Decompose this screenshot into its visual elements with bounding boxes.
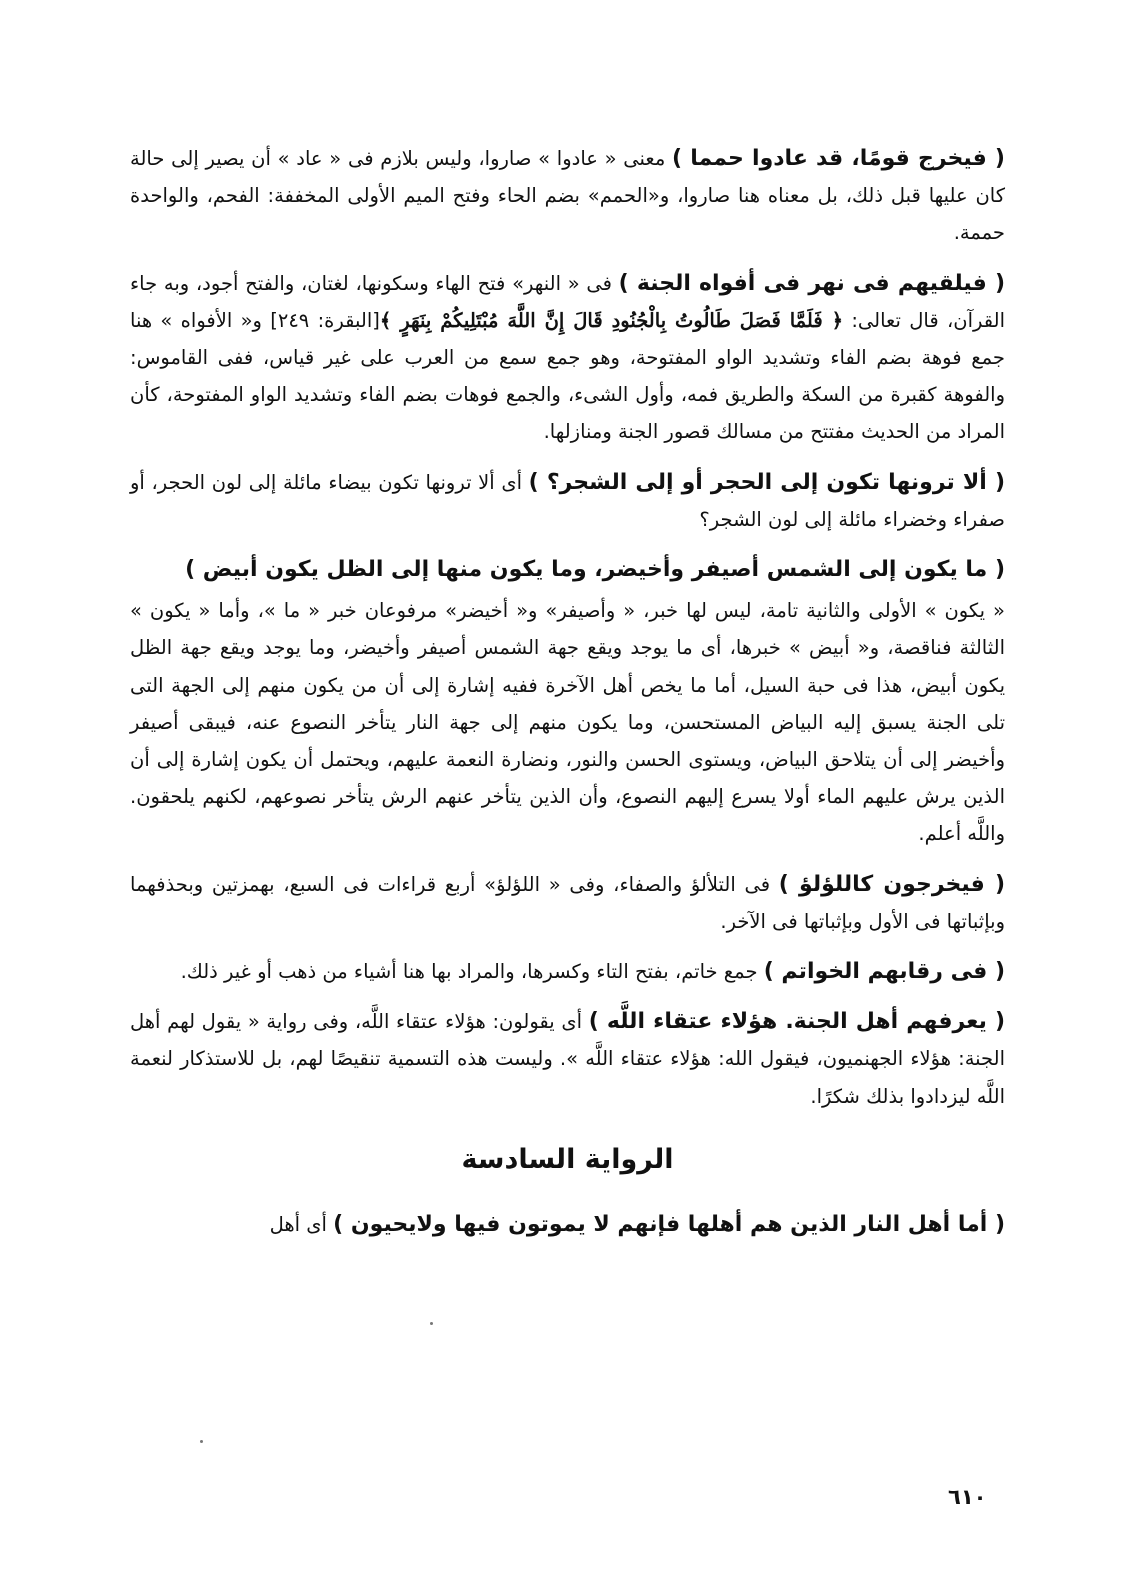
commentary-6: جمع خاتم، بفتح التاء وكسرها، والمراد بها هنا أشياء من ذهب أو غير ذلك. (180, 960, 764, 984)
page-number: ٦١٠ (948, 1485, 987, 1509)
scan-speck (200, 1440, 203, 1443)
paragraph-4 (130, 592, 1005, 852)
commentary-2a: فى « النهر» فتح الهاء وسكونها، لغتان، والفتح أجود، وبه جاء القرآن، قال تعالى: (130, 271, 1005, 332)
commentary-3: أى ألا ترونها تكون بيضاء مائلة إلى لون الحجر، أو صفراء وخضراء مائلة إلى لون الشجر؟ (130, 470, 1005, 531)
commentary-2b: [البقرة: ٢٤٩] و« الأفواه » هنا جمع فوهة بضم الفاء وتشديد الواو المفتوحة، وهو جمع سمع من العرب على غير قياس، ففى القاموس: والفوهة كقبرة من السكة والطريق فمه، وأول الشىء، والجمع فوهات بضم الفاء وتشديد الواو المفتوحة، كأن المراد من الحديث مفتتح من مسالك قصور الجنة ومنازلها. (130, 308, 1005, 444)
lemma-8: ( أما أهل النار الذين هم أهلها فإنهم لا يموتون فيها ولايحيون ) (333, 1212, 1005, 1238)
paragraph-3 (130, 464, 1005, 538)
paragraph-6 (130, 953, 1005, 990)
lemma-3: ( ألا ترونها تكون إلى الحجر أو إلى الشجر؟ ) (528, 469, 1005, 495)
commentary-5: فى التلألؤ والصفاء، وفى « اللؤلؤ» أربع قراءات فى السبع، بهمزتين وبحذفهما وبإثباتها فى الأول وبإثباتها فى الآخر. (130, 872, 1005, 933)
paragraph-5 (130, 866, 1005, 940)
lemma-2: ( فيلقيهم فى نهر فى أفواه الجنة ) (618, 270, 1005, 296)
commentary-7: أى يقولون: هؤلاء عتقاء اللَّه، وفى رواية « يقول لهم أهل الجنة: هؤلاء الجهنميون، فيقول الله: هؤلاء عتقاء اللَّه ». وليست هذه التسمية تنقيصًا لهم، بل للاستذكار لنعمة اللَّه ليزدادوا بذلك شكرًا. (130, 1010, 1005, 1108)
page-body (130, 140, 1005, 1256)
paragraph-7 (130, 1003, 1005, 1115)
commentary-1: معنى « عادوا » صاروا، وليس بلازم فى « عاد » أن يصير إلى حالة كان عليها قبل ذلك، بل معناه هنا صاروا، و«الحمم» بضم الحاء وفتح الميم الأولى المخففة: الفحم، والواحدة حممة. (130, 147, 1005, 245)
commentary-4: « يكون » الأولى والثانية تامة، ليس لها خبر، « وأصيفر» و« أخيضر» مرفوعان خبر « ما »، وأما « يكون » الثالثة فناقصة، و« أبيض » خبرها، أى ما يوجد ويقع جهة الشمس أصيفر وأخيضر، وما يوجد ويقع جهة الظل يكون أبيض، هذا فى حبة السيل، أما ما يخص أهل الآخرة ففيه إشارة إلى أن من يكون منهم إلى الجهة التى تلى الجنة يسبق إليه البياض المستحسن، وما يكون منهم إلى جهة النار يتأخر النصوع عنه، فيبقى أصيفر وأخيضر إلى أن يتلاحق البياض، ويستوى الحسن والنور، ونضارة النعمة عليهم، ويحتمل أن يكون إشارة إلى أن الذين يرش عليهم الماء أولا يسرع إليهم النصوع، وأن الذين يتأخر عنهم الرش يتأخر نصوعهم، لكنهم يلحقون. واللَّه أعلم. (130, 599, 1005, 846)
section-heading: الرواية السادسة (461, 1143, 674, 1175)
paragraph-1 (130, 140, 1005, 252)
paragraph-8 (130, 1206, 1005, 1243)
paragraph-2 (130, 265, 1005, 451)
lemma-4: ( ما يكون إلى الشمس أصيفر وأخيضر، وما يكون منها إلى الظل يكون أبيض ) (185, 557, 1005, 583)
scan-speck (430, 1322, 433, 1325)
lemma-1: ( فيخرج قومًا، قد عادوا حمما ) (672, 146, 1005, 171)
lemma-7: ( يعرفهم أهل الجنة. هؤلاء عتقاء اللَّه ) (588, 1009, 1006, 1035)
lemma-6: ( فى رقابهم الخواتم ) (763, 959, 1005, 985)
quran-verse: ﴿ فَلَمَّا فَصَلَ طَالُوتُ بِالْجُنُودِ قَالَ إِنَّ اللَّهَ مُبْتَلِيكُمْ بِنَهَرٍ ﴾ (379, 308, 844, 332)
lemma-5: ( فيخرجون كاللؤلؤ ) (778, 871, 1005, 897)
commentary-8: أى أهل (269, 1213, 334, 1237)
